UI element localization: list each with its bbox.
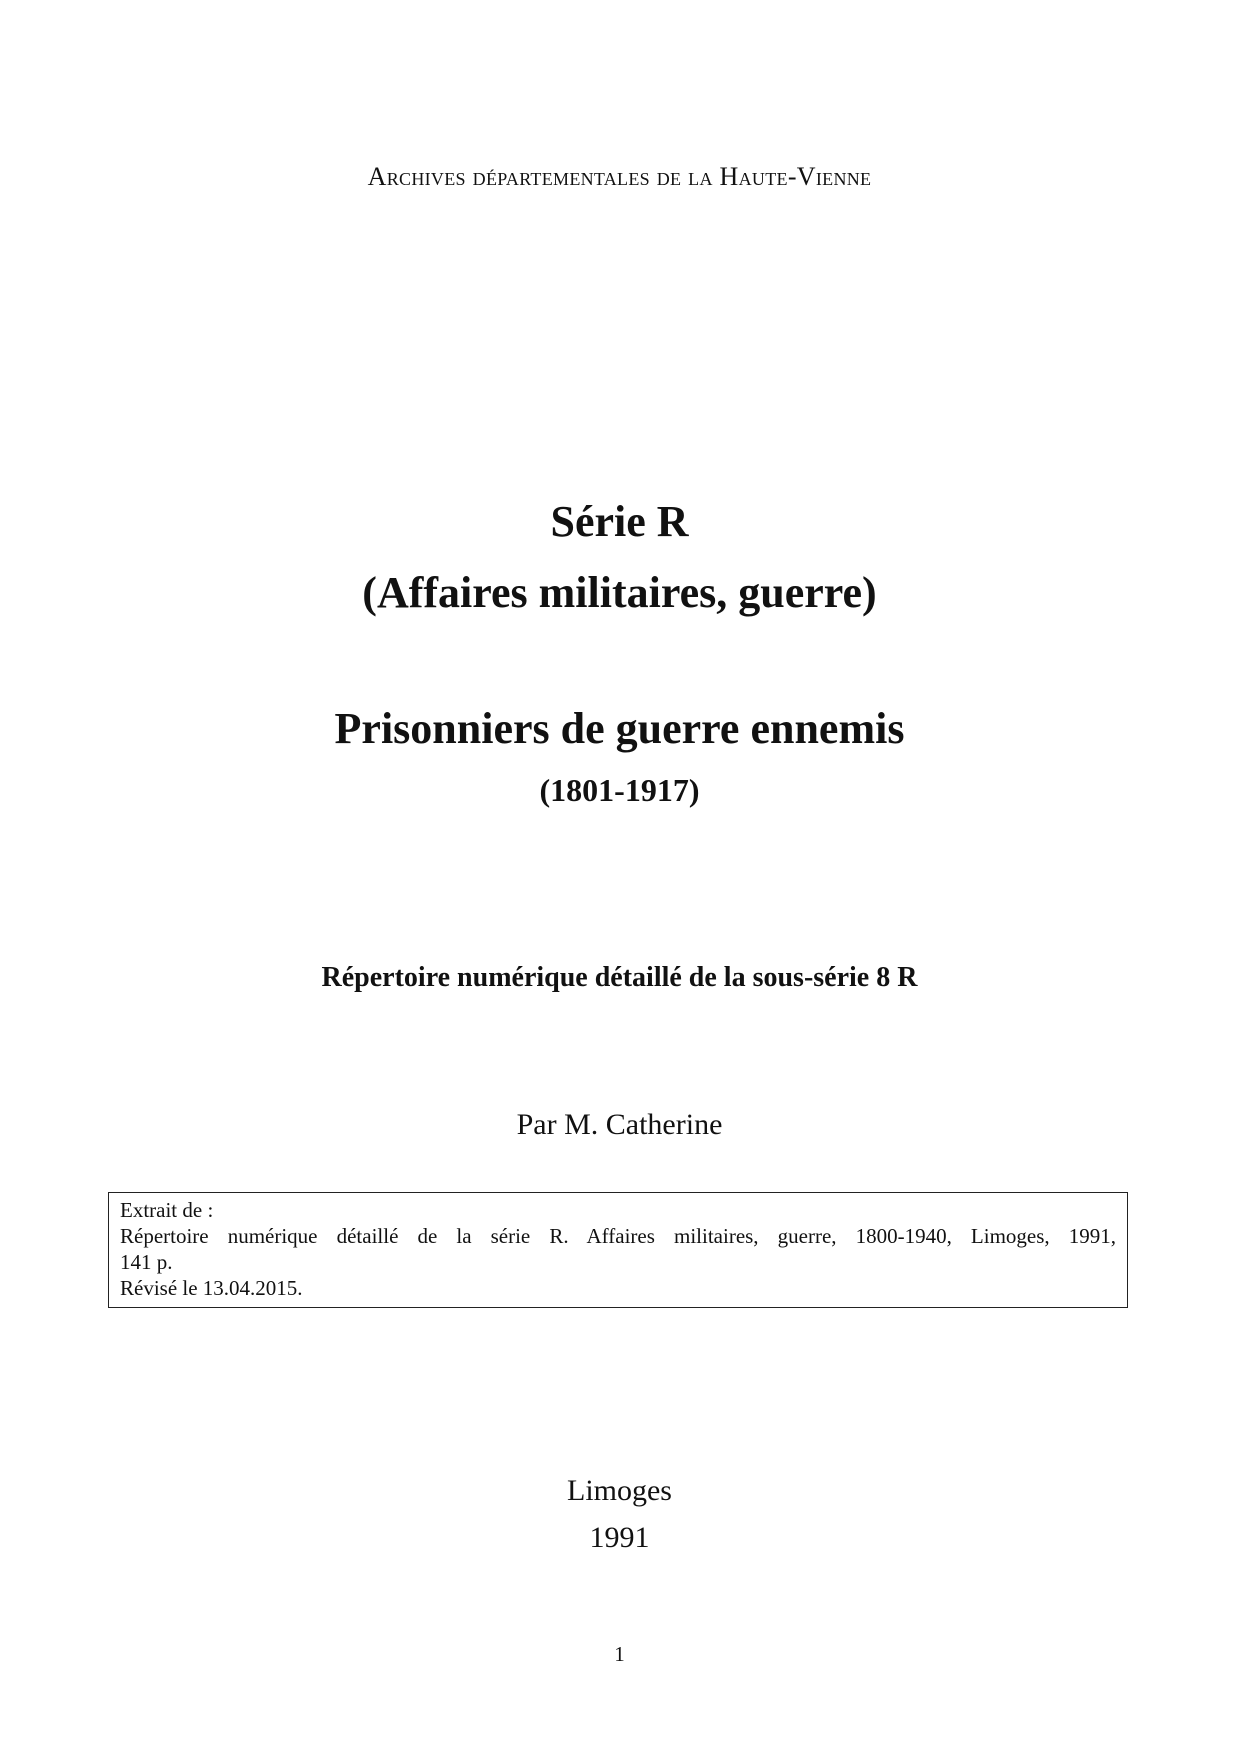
extract-revised: Révisé le 13.04.2015. [120, 1276, 303, 1300]
title-dates: (1801-1917) [539, 772, 700, 808]
publication-year: 1991 [589, 1521, 650, 1554]
institution-header: Archives départementales de la Haute-Vienne [367, 162, 872, 191]
title-subtitle: (Affaires militaires, guerre) [362, 568, 877, 617]
extract-citation-line2: 141 p. [120, 1250, 173, 1274]
publication-place: Limoges [567, 1474, 672, 1507]
extract-label: Extrait de : [120, 1198, 214, 1222]
extract-box [108, 1192, 1128, 1308]
repertoire-heading: Répertoire numérique détaillé de la sous-série 8 R [321, 962, 918, 993]
author-line: Par M. Catherine [516, 1108, 723, 1141]
title-main: Prisonniers de guerre ennemis [334, 704, 905, 753]
page-number: 1 [614, 1642, 625, 1666]
extract-citation-line1: Répertoire numérique détaillé de la série R. Affaires militaires, guerre, 1800-1940, Limoges, 1991, [120, 1224, 1116, 1248]
title-serie: Série R [550, 497, 689, 546]
